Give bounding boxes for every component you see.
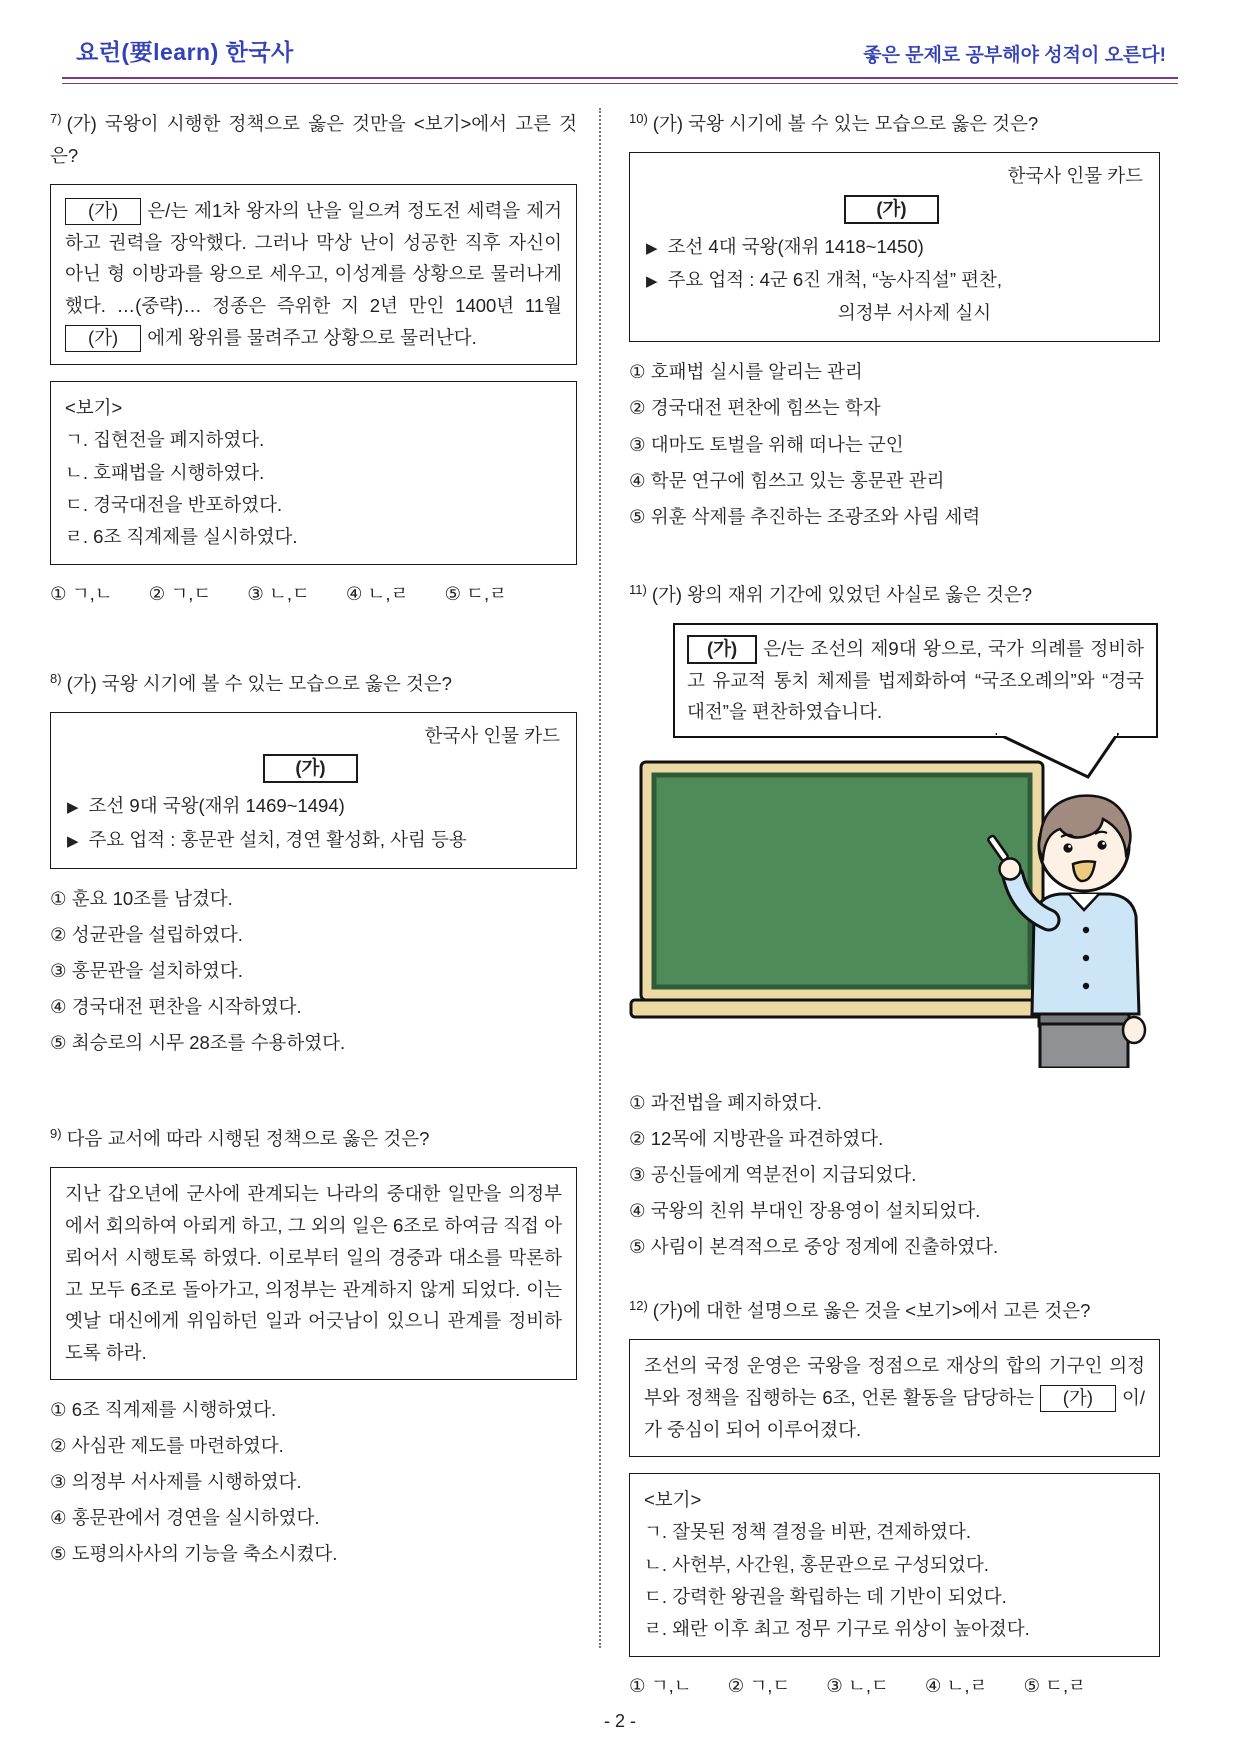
answer-choice: ③ ㄴ,ㄷ	[826, 1674, 889, 1696]
passage-box	[50, 184, 577, 365]
speech-bubble-tail	[992, 733, 1122, 781]
card-line: ▶ 조선 4대 국왕(재위 1418~1450)	[646, 235, 924, 257]
right-column	[601, 108, 1160, 1696]
question-stem-text: (가) 왕의 재위 기간에 있었던 사실로 옳은 것은?	[651, 583, 1033, 605]
question-11	[629, 579, 1160, 1266]
answer-choice: ⑤ ㄷ,ㄹ	[444, 582, 508, 604]
answer-choice: ① 6조 직계제를 시행하였다.	[50, 1399, 277, 1420]
answer-choice: ③ 의정부 서사제를 시행하였다.	[50, 1471, 302, 1493]
person-card	[629, 152, 1160, 342]
bogi-item: ㄹ. 6조 직계제를 실시하였다.	[65, 526, 298, 548]
bogi-item: ㄷ. 경국대전을 반포하였다.	[65, 493, 283, 515]
ga-blank-box: (가)	[687, 635, 757, 664]
page-number: - 2 -	[603, 1711, 636, 1731]
card-title: 한국사 인물 카드	[424, 724, 560, 746]
bogi-box	[629, 1473, 1160, 1657]
left-column	[50, 108, 599, 1684]
person-card	[50, 712, 577, 869]
blackboard-illustration-svg	[629, 738, 1160, 1068]
speech-bubble-text: 은/는 조선의 제9대 왕으로, 국가 의례를 정비하고 유교적 통치 체제를 법제화하여 “국조오례의”와 “경국대전”을 편찬하였습니다.	[687, 637, 1144, 723]
question-number: 10)	[629, 111, 648, 126]
answer-choices	[50, 881, 577, 1061]
question-stem-text: (가) 국왕 시기에 볼 수 있는 모습으로 옳은 것은?	[66, 672, 452, 694]
answer-choices	[629, 354, 1160, 534]
answer-choice: ③ 대마도 토벌을 위해 떠나는 군인	[629, 433, 904, 455]
answer-choice: ③ 공신들에게 역분전이 지급되었다.	[629, 1164, 917, 1186]
triangle-bullet-icon: ▶	[646, 272, 658, 290]
bogi-item: ㄷ. 강력한 왕권을 확립하는 데 기반이 되었다.	[644, 1585, 1007, 1607]
answer-choice: ② ㄱ,ㄷ	[148, 582, 212, 604]
triangle-bullet-icon: ▶	[67, 799, 79, 817]
answer-choice: ④ ㄴ,ㄹ	[924, 1674, 988, 1696]
question-stem	[629, 579, 1160, 611]
ga-blank-box: (가)	[263, 754, 357, 783]
card-line: ▶ 주요 업적 : 홍문관 설치, 경연 활성화, 사림 등용	[67, 828, 467, 850]
bogi-item: ㄴ. 사헌부, 사간원, 홍문관으로 구성되었다.	[644, 1553, 989, 1575]
brand-title: 요런(要learn) 한국사	[76, 39, 294, 65]
pants	[1040, 1024, 1128, 1068]
answer-choice: ⑤ 최승로의 시무 28조를 수용하였다.	[50, 1032, 346, 1054]
left-hand	[1123, 1017, 1145, 1043]
bogi-item: ㄱ. 잘못된 정책 결정을 비판, 견제하였다.	[644, 1521, 972, 1543]
answer-choice: ② ㄱ,ㄷ	[727, 1674, 791, 1696]
bogi-item: ㄱ. 집현전을 폐지하였다.	[65, 429, 265, 451]
card-line: ▶ 조선 9대 국왕(재위 1469~1494)	[67, 795, 345, 817]
question-stem	[629, 1295, 1160, 1327]
two-column-content	[0, 84, 1240, 1696]
card-line: 의정부 서사제 실시	[837, 302, 992, 324]
bogi-item: ㄹ. 왜란 이후 최고 정무 기구로 위상이 높아졌다.	[644, 1618, 1030, 1640]
passage-text: 은/는 제1차 왕자의 난을 일으켜 정도전 세력을 제거하고 권력을 장악했다. 그러나 막상 난이 성공한 직후 자신이 아닌 형 이방과를 왕으로 세우고, 이성계를 상황으로 물러나게 했다. …(중략)… 정종은 즉위한 지 2년 만인 1400년 11월	[65, 199, 562, 317]
answer-choice: ⑤ 사림이 본격적으로 중앙 정계에 진출하였다.	[629, 1236, 999, 1258]
answer-choice: ④ 학문 연구에 힘쓰고 있는 홍문관 관리	[629, 469, 945, 491]
question-stem-text: (가)에 대한 설명으로 옳은 것을 <보기>에서 고른 것은?	[652, 1300, 1091, 1322]
question-number: 11)	[629, 581, 647, 597]
answer-choices	[50, 1392, 577, 1572]
ga-blank-box: (가)	[1040, 1385, 1116, 1412]
answer-choice: ④ 경국대전 편찬을 시작하였다.	[50, 996, 302, 1018]
answer-choice: ④ 국왕의 친위 부대인 장용영이 설치되었다.	[629, 1200, 981, 1222]
passage-box	[50, 1167, 577, 1380]
ga-blank-box: (가)	[65, 325, 141, 352]
answer-choices	[629, 1672, 1160, 1698]
answer-choices	[50, 580, 577, 606]
ga-blank-box: (가)	[65, 198, 141, 225]
answer-choice: ⑤ 위훈 삭제를 추진하는 조광조와 사림 세력	[629, 505, 981, 527]
question-stem-text: (가) 국왕 시기에 볼 수 있는 모습으로 옳은 것은?	[652, 113, 1039, 135]
question-stem	[50, 108, 577, 172]
answer-choice: ① ㄱ,ㄴ	[629, 1674, 692, 1696]
question-10	[629, 108, 1160, 535]
question-stem	[50, 668, 577, 700]
triangle-bullet-icon: ▶	[67, 832, 79, 850]
speech-bubble	[673, 623, 1158, 738]
answer-choice: ③ 홍문관을 설치하였다.	[50, 959, 243, 981]
answer-choice: ② 성균관을 설립하였다.	[50, 923, 243, 945]
answer-choice: ① 훈요 10조를 남겼다.	[50, 887, 233, 909]
bogi-item: ㄴ. 호패법을 시행하였다.	[65, 461, 265, 483]
question-stem-text: (가) 국왕이 시행한 정책으로 옳은 것만을 <보기>에서 고른 것은?	[50, 113, 577, 166]
question-number: 8)	[50, 670, 62, 686]
answer-choice: ① ㄱ,ㄴ	[50, 582, 113, 604]
blackboard	[631, 762, 1055, 1017]
header-double-rule	[62, 77, 1178, 84]
bogi-title: <보기>	[65, 396, 123, 418]
answer-choice: ④ 홍문관에서 경연을 실시하였다.	[50, 1507, 320, 1529]
teacher-at-blackboard-illustration	[629, 738, 1160, 1073]
question-12	[629, 1295, 1160, 1697]
passage-text: 조선의 국정 운영은 국왕을 정점으로 재상의 합의 기구인 의정부와 정책을 집행하는 6조, 언론 활동을 담당하는	[644, 1355, 1145, 1409]
page-header	[0, 0, 1240, 67]
question-number: 7)	[50, 111, 62, 126]
card-line: ▶ 주요 업적 : 4군 6진 개척, “농사직설” 편찬,	[646, 268, 1003, 290]
question-stem-text: 다음 교서에 따라 시행된 정책으로 옳은 것은?	[66, 1128, 430, 1150]
passage-text: 지난 갑오년에 군사에 관계되는 나라의 중대한 일만을 의정부에서 회의하여 아뢰게 하고, 그 외의 일은 6조로 하여금 직접 아뢰어서 시행토록 하였다. 이로부터 일의 경중과 대소를 막론하고 모두 6조로 돌아가고, 의정부는 관계하지 않게 되었다. 이는 옛날 대신에게 위임하던 일과 어긋남이 있으니 관계를 정비하도록 하라.	[65, 1183, 562, 1364]
answer-choice: ④ ㄴ,ㄹ	[345, 582, 409, 604]
card-title: 한국사 인물 카드	[1007, 164, 1143, 186]
answer-choice: ③ ㄴ,ㄷ	[247, 582, 310, 604]
bogi-box	[50, 381, 577, 565]
answer-choice: ⑤ 도평의사사의 기능을 축소시켰다.	[50, 1543, 338, 1565]
answer-choice: ② 12목에 지방관을 파견하였다.	[629, 1128, 884, 1150]
header-slogan: 좋은 문제로 공부해야 성적이 오른다!	[863, 45, 1166, 66]
question-stem	[629, 108, 1160, 140]
passage-text: 에게 왕위를 물려주고 상황으로 물러난다.	[147, 327, 477, 349]
passage-box	[629, 1339, 1160, 1456]
answer-choice: ② 경국대전 편찬에 힘쓰는 학자	[629, 397, 881, 419]
answer-choices	[629, 1085, 1160, 1265]
question-8	[50, 668, 577, 1061]
triangle-bullet-icon: ▶	[646, 239, 658, 257]
answer-choice: ⑤ ㄷ,ㄹ	[1023, 1674, 1087, 1696]
passage-text: 이/가 중심이 되어 이루어졌다.	[644, 1387, 1145, 1441]
answer-choice: ① 호패법 실시를 알리는 관리	[629, 361, 863, 383]
question-9	[50, 1123, 577, 1572]
answer-choice: ② 사심관 제도를 마련하였다.	[50, 1435, 284, 1457]
question-stem	[50, 1123, 577, 1155]
eye	[1063, 844, 1072, 853]
question-7	[50, 108, 577, 606]
right-hand	[1000, 859, 1021, 880]
eye	[1097, 841, 1106, 850]
ga-blank-box: (가)	[844, 195, 938, 224]
question-number: 9)	[50, 1126, 62, 1142]
bogi-title: <보기>	[644, 1488, 702, 1510]
question-number: 12)	[629, 1298, 648, 1314]
answer-choice: ① 과전법을 폐지하였다.	[629, 1092, 822, 1114]
